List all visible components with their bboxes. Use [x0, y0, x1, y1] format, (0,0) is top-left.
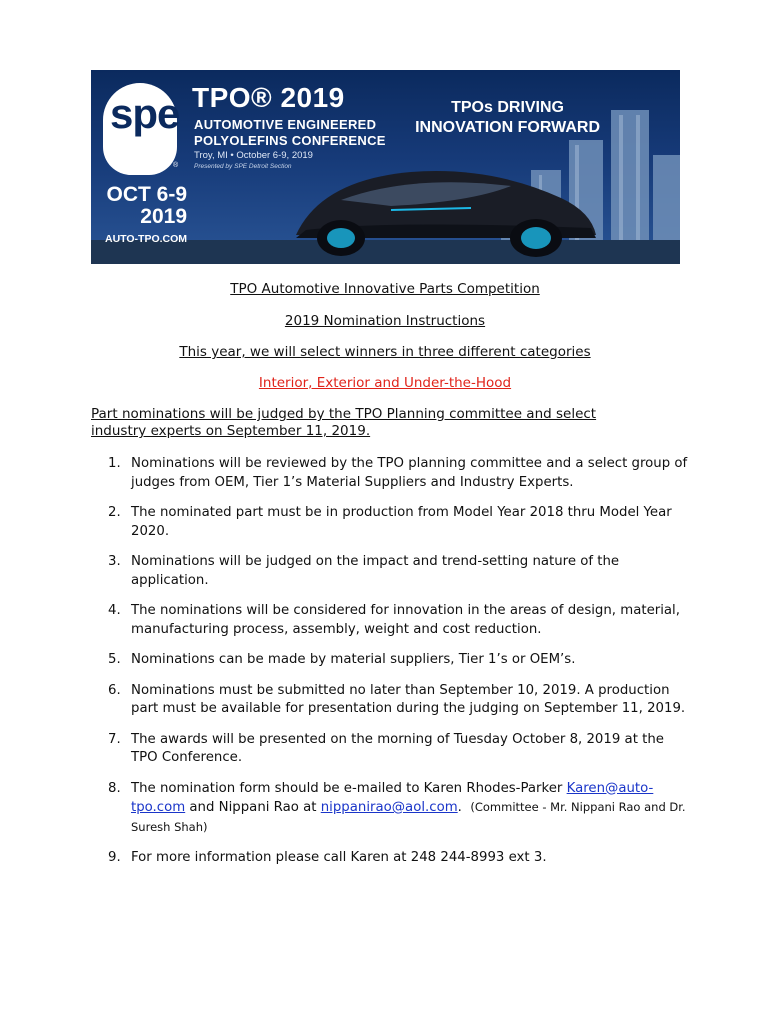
banner-subtitle-1: AUTOMOTIVE ENGINEERED — [194, 117, 377, 132]
list-item-text: For more information please call Karen at 248 244-8993 ext 3. — [131, 850, 547, 865]
list-number: 7. — [108, 731, 121, 747]
nippani-email-link[interactable]: nippanirao@aol.com — [320, 800, 458, 815]
banner-tagline — [415, 98, 600, 138]
list-item — [91, 651, 691, 670]
list-item — [91, 682, 691, 719]
tagline-line-2: INNOVATION FORWARD — [415, 119, 600, 136]
list-number: 1. — [108, 456, 121, 471]
list-item — [91, 602, 691, 639]
judging-statement: Part nominations will be judged by the TPO Planning committee and select industry experts on September 11, 2019. — [91, 406, 597, 439]
dates-line-1: OCT 6-9 — [106, 183, 187, 206]
tagline-line-1: TPOs DRIVING — [451, 99, 564, 116]
list-item — [91, 780, 691, 838]
committee-note: (Committee - Mr. Nippani Rao and Dr. Suresh Shah) — [131, 800, 686, 834]
list-item — [91, 731, 691, 768]
list-number: 6. — [108, 682, 121, 698]
list-item-text: Nominations must be submitted no later than September 10, 2019. A production part must be available for presentation during the judging on September 11, 2019. — [131, 682, 686, 716]
instructions-heading: 2019 Nomination Instructions — [284, 313, 486, 329]
list-item-text: Nominations can be made by material suppliers, Tier 1’s or OEM’s. — [131, 652, 576, 667]
list-item-text: and Nippani Rao at — [185, 800, 321, 815]
banner-title: TPO® 2019 — [192, 82, 345, 113]
categories-list: Interior, Exterior and Under-the-Hood — [258, 375, 512, 391]
spe-logo: spe — [110, 90, 180, 137]
list-number: 4. — [108, 603, 121, 618]
list-item-text: The nomination form should be e-mailed to Karen Rhodes-Parker — [131, 780, 567, 796]
list-item-text: Nominations will be reviewed by the TPO planning committee and a select group of judges from OEM, Tier 1’s Material Suppliers and Industry Experts. — [131, 456, 688, 490]
banner-subtitle-2: POLYOLEFINS CONFERENCE — [194, 133, 386, 148]
karen-email-link[interactable]: Karen@auto-tpo.com — [131, 780, 654, 815]
list-item — [91, 553, 691, 590]
list-item-text: The nominations will be considered for innovation in the areas of design, material, manufacturing process, assembly, weight and cost reduction. — [131, 603, 680, 637]
list-number: 2. — [108, 505, 121, 520]
list-item-text: The awards will be presented on the morning of Tuesday October 8, 2019 at the TPO Conference. — [131, 731, 664, 765]
banner-presented-by: Presented by SPE Detroit Section — [194, 163, 292, 170]
banner-dates — [105, 184, 187, 228]
conference-banner — [91, 70, 680, 264]
list-item — [91, 455, 691, 492]
banner-location: Troy, MI • October 6-9, 2019 — [194, 150, 313, 161]
spe-registered-mark: ® — [173, 162, 179, 169]
banner-website: AUTO-TPO.COM — [105, 233, 188, 245]
categories-intro: This year, we will select winners in three different categories — [179, 344, 591, 360]
list-number: 8. — [108, 780, 121, 796]
document-title: TPO Automotive Innovative Parts Competition — [230, 281, 540, 297]
list-number: 5. — [108, 652, 121, 667]
nomination-rules-list — [91, 455, 691, 868]
list-item — [91, 849, 691, 868]
list-number: 9. — [108, 850, 121, 865]
list-item-text: The nominated part must be in production from Model Year 2018 thru Model Year 2020. — [131, 505, 672, 539]
list-item — [91, 504, 691, 541]
list-number: 3. — [108, 554, 121, 569]
list-item-text: . — [457, 800, 471, 815]
list-item-text: Nominations will be judged on the impact and trend-setting nature of the application. — [131, 554, 620, 588]
dates-line-2: 2019 — [140, 205, 187, 228]
